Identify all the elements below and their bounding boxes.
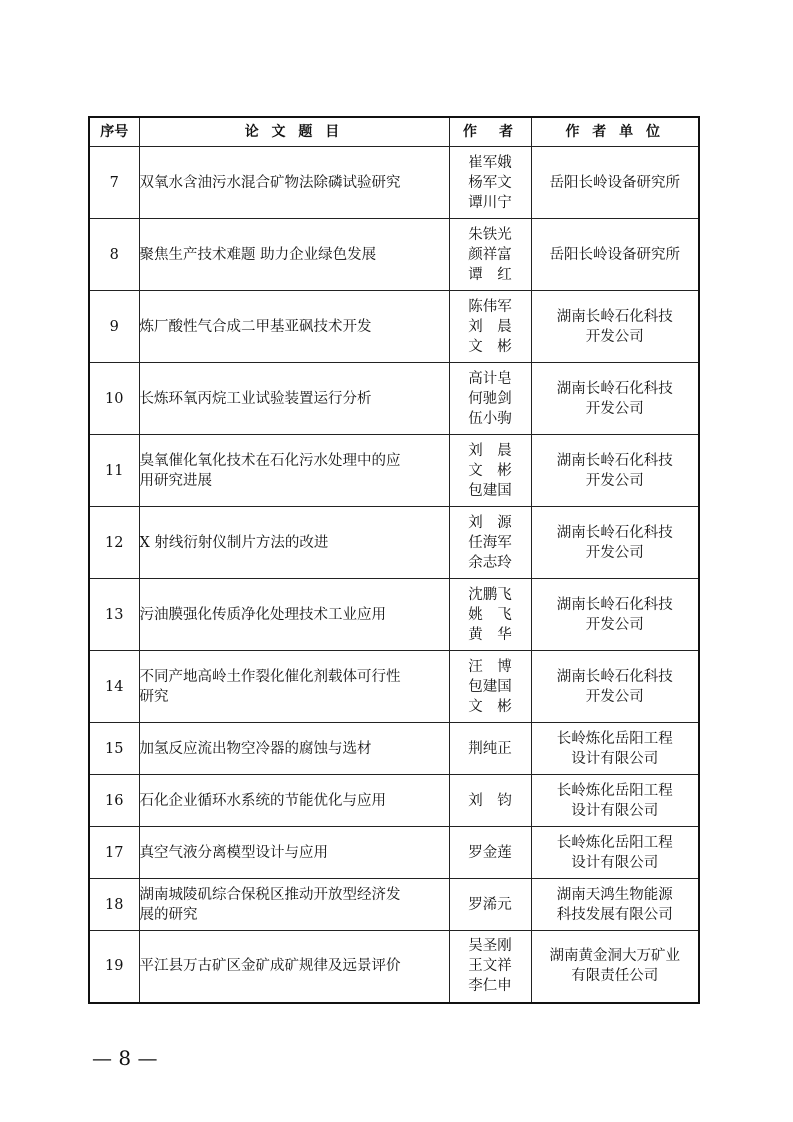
- header-paper-title: 论 文 题 目: [139, 117, 449, 147]
- author-name: 谭川宁: [468, 194, 512, 211]
- author-name: 李仁申: [468, 978, 512, 995]
- row-authors: [449, 435, 531, 507]
- paper-list-table: [88, 116, 700, 1004]
- row-paper-title: [139, 219, 449, 291]
- row-author-organization: [531, 775, 699, 827]
- organization-line: 湖南天鸿生物能源: [556, 886, 673, 903]
- paper-title-line: 用研究进展: [139, 472, 212, 489]
- paper-title-line: 真空气液分离模型设计与应用: [139, 844, 328, 861]
- organization-line: 湖南长岭石化科技: [556, 452, 673, 469]
- author-name: 王文祥: [468, 958, 512, 975]
- header-author-organization: 作 者 单 位: [531, 117, 699, 147]
- row-authors: [449, 219, 531, 291]
- paper-title-line: 长炼环氧丙烷工业试验装置运行分析: [139, 390, 372, 407]
- organization-line: 开发公司: [585, 400, 644, 417]
- organization-line: 长岭炼化岳阳工程: [556, 730, 673, 747]
- row-serial-number: 11: [89, 435, 139, 507]
- row-authors: [449, 507, 531, 579]
- author-name: 任海军: [468, 534, 512, 551]
- row-author-organization: [531, 827, 699, 879]
- table-row: [89, 775, 699, 827]
- table-row: [89, 931, 699, 1003]
- table-row: [89, 363, 699, 435]
- author-name: 刘 钧: [468, 792, 512, 809]
- organization-line: 岳阳长岭设备研究所: [549, 246, 680, 263]
- organization-line: 湖南黄金洞大万矿业: [549, 948, 680, 965]
- author-name: 荆纯正: [468, 740, 512, 757]
- row-author-organization: [531, 931, 699, 1003]
- author-name: 包建国: [468, 678, 512, 695]
- organization-line: 开发公司: [585, 544, 644, 561]
- organization-line: 长岭炼化岳阳工程: [556, 834, 673, 851]
- author-name: 文 彬: [468, 462, 512, 479]
- row-author-organization: [531, 291, 699, 363]
- row-author-organization: [531, 435, 699, 507]
- author-name: 何驰剑: [468, 390, 512, 407]
- author-name: 颜祥富: [468, 246, 512, 263]
- paper-title-line: 加氢反应流出物空冷器的腐蚀与选材: [139, 740, 372, 757]
- row-serial-number: 10: [89, 363, 139, 435]
- table-row: [89, 579, 699, 651]
- author-name: 伍小驹: [468, 410, 512, 427]
- row-author-organization: [531, 507, 699, 579]
- row-authors: [449, 775, 531, 827]
- paper-title-line: X 射线衍射仪制片方法的改进: [139, 534, 329, 551]
- row-author-organization: [531, 651, 699, 723]
- row-author-organization: [531, 363, 699, 435]
- row-paper-title: [139, 931, 449, 1003]
- author-name: 罗浠元: [468, 896, 512, 913]
- row-paper-title: [139, 435, 449, 507]
- row-serial-number: 7: [89, 147, 139, 219]
- organization-line: 有限责任公司: [571, 968, 659, 985]
- row-author-organization: [531, 147, 699, 219]
- row-serial-number: 16: [89, 775, 139, 827]
- row-authors: [449, 291, 531, 363]
- paper-title-line: 聚焦生产技术难题 助力企业绿色发展: [139, 246, 377, 263]
- author-name: 余志玲: [468, 554, 512, 571]
- table-row: [89, 219, 699, 291]
- author-name: 沈鹏飞: [468, 586, 512, 603]
- table-row: [89, 507, 699, 579]
- paper-title-line: 研究: [139, 688, 169, 705]
- organization-line: 湖南长岭石化科技: [556, 380, 673, 397]
- row-paper-title: [139, 879, 449, 931]
- row-author-organization: [531, 723, 699, 775]
- row-paper-title: [139, 775, 449, 827]
- row-authors: [449, 651, 531, 723]
- row-serial-number: 18: [89, 879, 139, 931]
- row-authors: [449, 827, 531, 879]
- organization-line: 设计有限公司: [571, 854, 659, 871]
- organization-line: 开发公司: [585, 328, 644, 345]
- organization-line: 开发公司: [585, 688, 644, 705]
- row-serial-number: 15: [89, 723, 139, 775]
- row-serial-number: 13: [89, 579, 139, 651]
- paper-title-line: 双氧水含油污水混合矿物法除磷试验研究: [139, 174, 401, 191]
- author-name: 汪 博: [468, 658, 512, 675]
- row-paper-title: [139, 291, 449, 363]
- author-name: 陈伟军: [468, 298, 512, 315]
- row-serial-number: 14: [89, 651, 139, 723]
- row-serial-number: 8: [89, 219, 139, 291]
- organization-line: 设计有限公司: [571, 802, 659, 819]
- author-name: 文 彬: [468, 698, 512, 715]
- table-row: [89, 723, 699, 775]
- author-name: 吴圣刚: [468, 938, 512, 955]
- row-paper-title: [139, 579, 449, 651]
- organization-line: 设计有限公司: [571, 750, 659, 767]
- table-row: [89, 827, 699, 879]
- organization-line: 湖南长岭石化科技: [556, 596, 673, 613]
- author-name: 罗金莲: [468, 844, 512, 861]
- organization-line: 湖南长岭石化科技: [556, 668, 673, 685]
- author-name: 刘 晨: [468, 318, 512, 335]
- header-authors: 作 者: [449, 117, 531, 147]
- row-authors: [449, 723, 531, 775]
- table-header-row: [89, 117, 699, 147]
- paper-title-line: 平江县万古矿区金矿成矿规律及远景评价: [139, 958, 401, 975]
- row-author-organization: [531, 579, 699, 651]
- row-authors: [449, 579, 531, 651]
- organization-line: 湖南长岭石化科技: [556, 524, 673, 541]
- page-number: — 8 —: [92, 1046, 158, 1070]
- paper-title-line: 湖南城陵矶综合保税区推动开放型经济发: [139, 886, 401, 903]
- author-name: 姚 飞: [468, 606, 512, 623]
- author-name: 文 彬: [468, 338, 512, 355]
- row-authors: [449, 879, 531, 931]
- row-authors: [449, 147, 531, 219]
- author-name: 谭 红: [468, 266, 512, 283]
- organization-line: 岳阳长岭设备研究所: [549, 174, 680, 191]
- paper-title-line: 污油膜强化传质净化处理技术工业应用: [139, 606, 386, 623]
- row-serial-number: 9: [89, 291, 139, 363]
- paper-title-line: 不同产地高岭土作裂化催化剂载体可行性: [139, 668, 401, 685]
- table-row: [89, 435, 699, 507]
- paper-title-line: 臭氧催化氧化技术在石化污水处理中的应: [139, 452, 401, 469]
- row-paper-title: [139, 507, 449, 579]
- row-paper-title: [139, 363, 449, 435]
- table-body: [89, 147, 699, 1003]
- paper-title-line: 炼厂酸性气合成二甲基亚砜技术开发: [139, 318, 372, 335]
- row-author-organization: [531, 219, 699, 291]
- row-paper-title: [139, 723, 449, 775]
- table-row: [89, 147, 699, 219]
- row-paper-title: [139, 827, 449, 879]
- row-paper-title: [139, 651, 449, 723]
- organization-line: 长岭炼化岳阳工程: [556, 782, 673, 799]
- author-name: 崔军娥: [468, 154, 512, 171]
- organization-line: 科技发展有限公司: [556, 906, 673, 923]
- row-serial-number: 19: [89, 931, 139, 1003]
- author-name: 包建国: [468, 482, 512, 499]
- table-row: [89, 651, 699, 723]
- paper-title-line: 展的研究: [139, 906, 198, 923]
- row-authors: [449, 931, 531, 1003]
- row-serial-number: 17: [89, 827, 139, 879]
- author-name: 杨军文: [468, 174, 512, 191]
- author-name: 朱铁光: [468, 226, 512, 243]
- row-paper-title: [139, 147, 449, 219]
- row-author-organization: [531, 879, 699, 931]
- author-name: 黄 华: [468, 626, 512, 643]
- author-name: 高计皂: [468, 370, 512, 387]
- table-row: [89, 879, 699, 931]
- author-name: 刘 源: [468, 514, 512, 531]
- row-authors: [449, 363, 531, 435]
- paper-title-line: 石化企业循环水系统的节能优化与应用: [139, 792, 386, 809]
- author-name: 刘 晨: [468, 442, 512, 459]
- organization-line: 开发公司: [585, 616, 644, 633]
- header-serial-number: 序号: [89, 117, 139, 147]
- organization-line: 开发公司: [585, 472, 644, 489]
- table-row: [89, 291, 699, 363]
- row-serial-number: 12: [89, 507, 139, 579]
- organization-line: 湖南长岭石化科技: [556, 308, 673, 325]
